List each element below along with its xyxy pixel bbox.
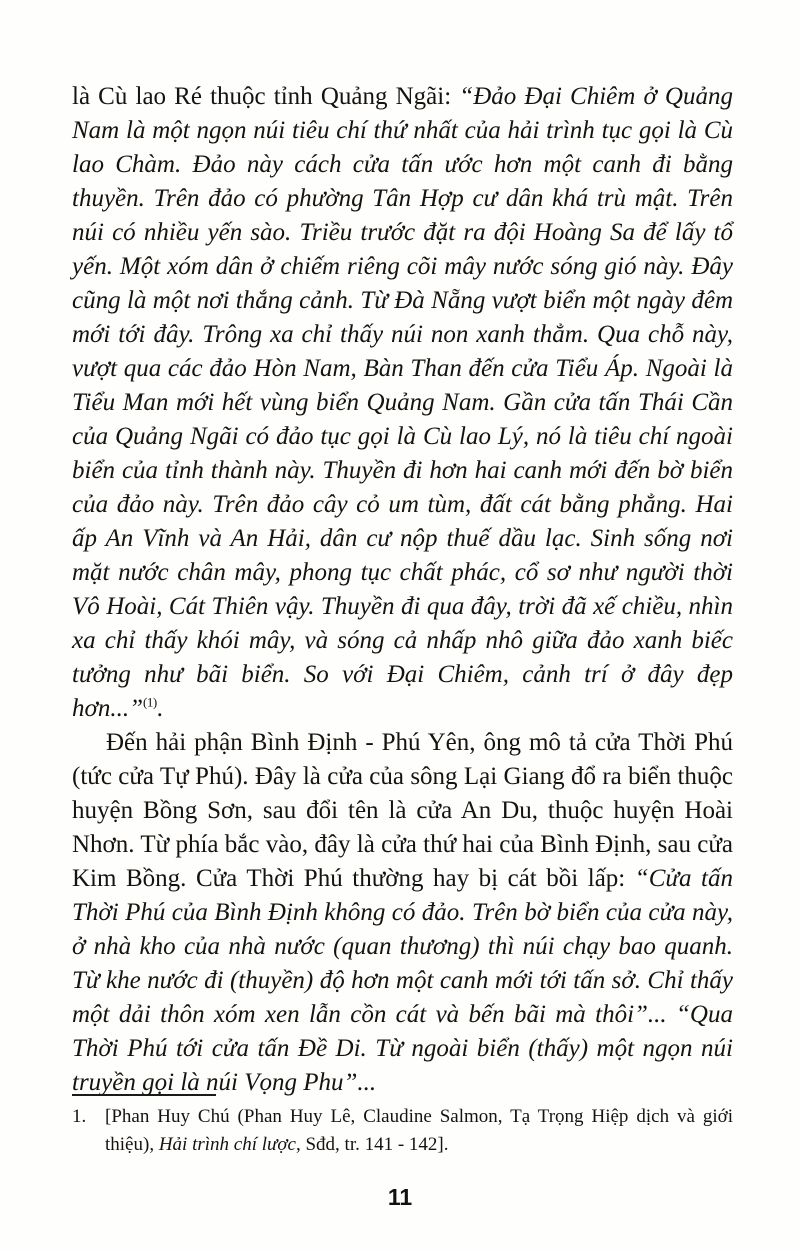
footnote-marker: 1.: [72, 1106, 87, 1127]
para1-end: .: [156, 695, 163, 722]
footnote-section: [72, 1094, 733, 1159]
para2-quote-thoi-phu: “Cửa tấn Thời Phú của Bình Định không có đảo. Trên bờ biển của cửa này, ở nhà kho của nhà nước (quan thương) thì núi chạy bao quanh. Từ khe nước đi (thuyền) độ hơn một canh mới tới tấn sở. Chỉ thấy một dải thôn xóm xen lẫn cồn cát và bến bãi mà thôi”...: [72, 865, 733, 1028]
page-number: 11: [387, 1184, 413, 1210]
para1-quote: “Đảo Đại Chiêm ở Quảng Nam là một ngọn núi tiêu chí thứ nhất của hải trình tục gọi là Cù lao Chàm. Đảo này cách cửa tấn ước hơn một canh đi bằng thuyền. Trên đảo có phường Tân Hợp cư dân khá trù mật. Trên núi có nhiều yến sào. Triều trước đặt ra đội Hoàng Sa để lấy tổ yến. Một xóm dân ở chiếm riêng cõi mây nước sóng gió này. Đây cũng là một nơi thắng cảnh. Từ Đà Nẵng vượt biển một ngày đêm mới tới đây. Trông xa chỉ thấy núi non xanh thẳm. Qua chỗ này, vượt qua các đảo Hòn Nam, Bàn Than đến cửa Tiểu Áp. Ngoài là Tiểu Man mới hết vùng biển Quảng Nam. Gần cửa tấn Thái Cần của Quảng Ngãi có đảo tục gọi là Cù lao Lý, nó là tiêu chí ngoài biển của tỉnh thành này. Thuyền đi hơn hai canh mới đến bờ biển của đảo này. Trên đảo cây cỏ um tùm, đất cát bằng phẳng. Hai ấp An Vĩnh và An Hải, dân cư nộp thuế dầu lạc. Sinh sống nơi mặt nước chân mây, phong tục chất phác, cổ sơ như người thời Vô Hoài, Cát Thiên vậy. Thuyền đi qua đây, trời đã xế chiều, nhìn xa chỉ thấy khói mây, và sóng cả nhấp nhô giữa đảo xanh biếc tưởng như bãi biển. So với Đại Chiêm, cảnh trí ở đây đẹp hơn...”: [72, 83, 733, 722]
footnote-ref-1: (1): [143, 694, 157, 710]
footnote-divider: [72, 1094, 216, 1096]
paragraph-quang-ngai: [72, 80, 733, 726]
para2-lead: Đến hải phận Bình Định - Phú Yên, ông mô tả cửa Thời Phú (tức cửa Tự Phú). Đây là cửa của sông Lại Giang đổ ra biển thuộc huyện Bồng Sơn, sau đổi tên là cửa An Du, thuộc huyện Hoài Nhơn. Từ phía bắc vào, đây là cửa thứ hai của Bình Định, sau cửa Kim Bồng. Cửa Thời Phú thường hay bị cát bồi lấp:: [72, 729, 733, 892]
footnote-1: [72, 1103, 733, 1159]
paragraph-binh-dinh: [72, 726, 733, 1100]
footnote-text-after: , Sđd, tr. 141 - 142].: [295, 1134, 449, 1155]
footnote-work-title: Hải trình chí lược: [158, 1134, 296, 1155]
body-text: [72, 80, 733, 1100]
para2-quote-de-di: “Qua Thời Phú tới cửa tấn Đề Di. Từ ngoài biển (thấy) một ngọn núi truyền gọi là núi Vọng Phu”...: [72, 1001, 733, 1096]
footnote-text: [105, 1103, 733, 1159]
para1-lead: là Cù lao Ré thuộc tỉnh Quảng Ngãi:: [72, 83, 460, 110]
footnote-text-before: [Phan Huy Chú (Phan Huy Lê, Claudine Salmon, Tạ Trọng Hiệp dịch và giới thiệu),: [105, 1106, 733, 1155]
